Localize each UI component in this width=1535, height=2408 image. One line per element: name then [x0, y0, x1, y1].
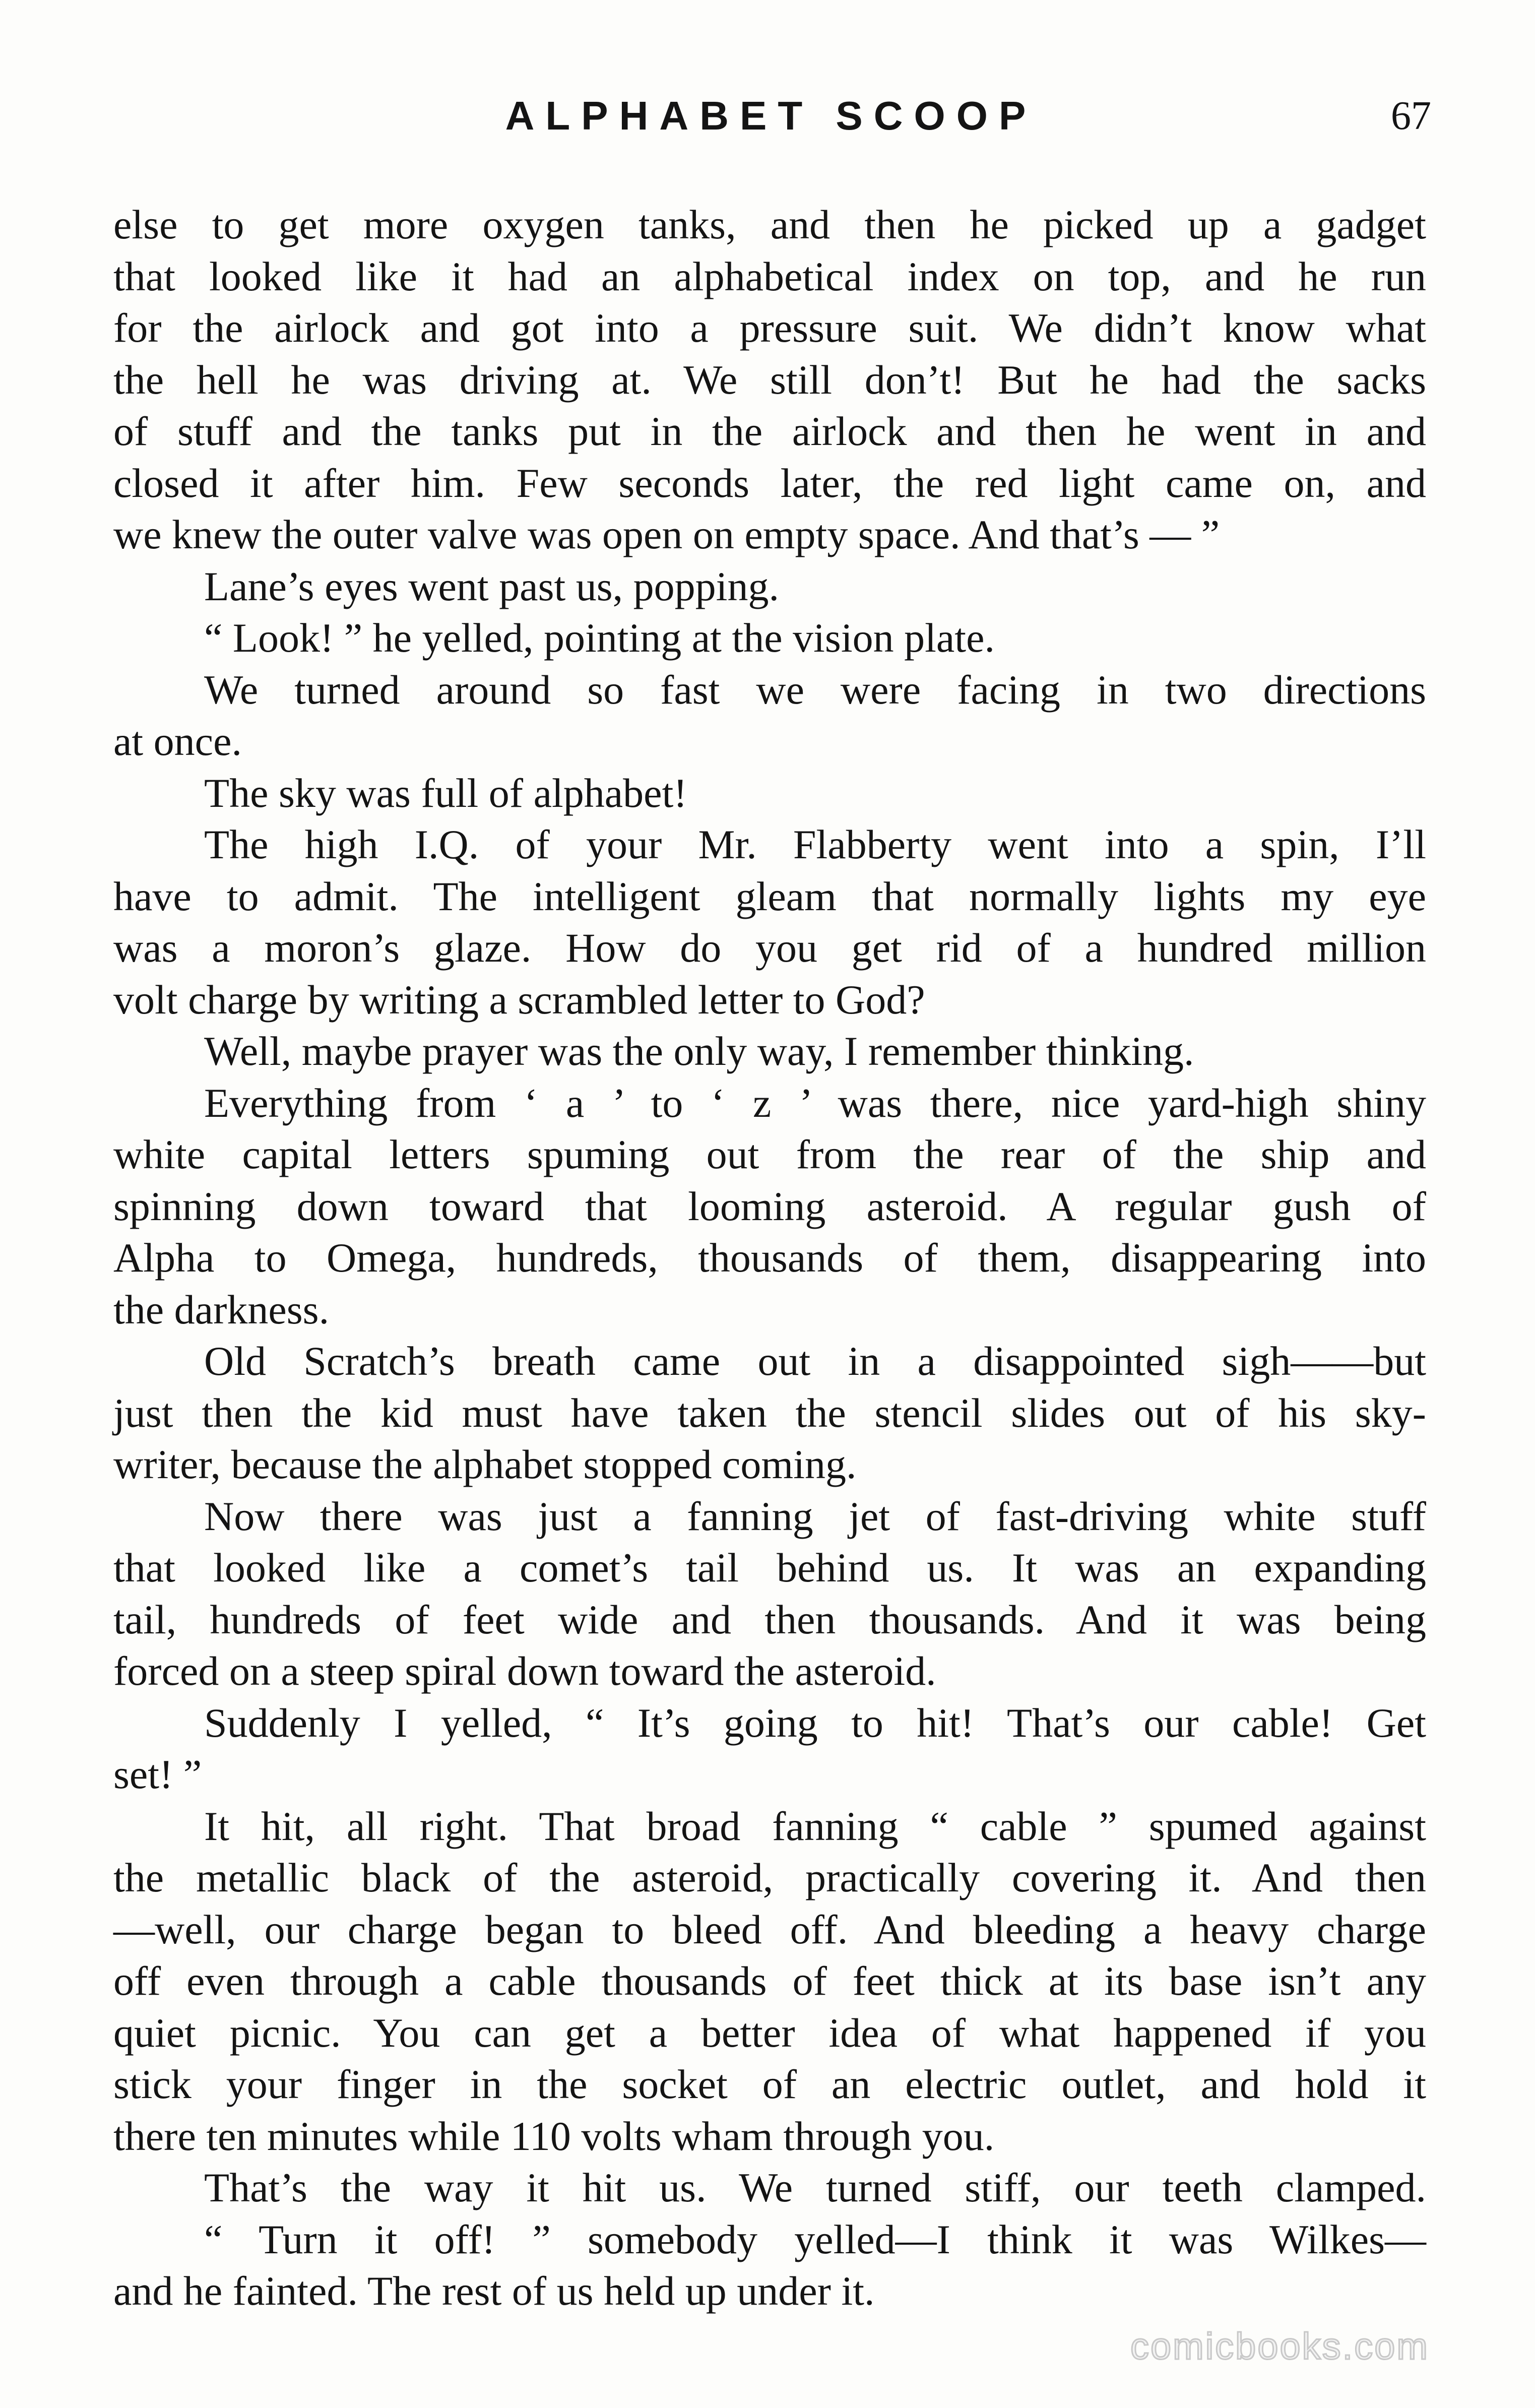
text-line: The high I.Q. of your Mr. Flabberty went into a spin, I’ll [204, 821, 1426, 867]
text-line: Lane’s eyes went past us, popping. [204, 563, 779, 609]
text-line: “ Look! ” he yelled, pointing at the vision plate. [204, 615, 995, 661]
text-line: that looked like it had an alphabetical index on top, and he run [113, 253, 1426, 299]
text-line: Suddenly I yelled, “ It’s going to hit! That’s our cable! Get [204, 1699, 1426, 1746]
text-line: The sky was full of alphabet! [204, 770, 687, 816]
text-line: Old Scratch’s breath came out in a disappointed sigh——but [204, 1338, 1426, 1384]
body-text [113, 199, 1426, 2317]
watermark: comicbooks.com [1130, 2325, 1429, 2367]
text-line: Everything from ‘ a ’ to ‘ z ’ was there, nice yard-high shiny [204, 1080, 1426, 1126]
text-line: the hell he was driving at. We still don’t! But he had the sacks [113, 356, 1426, 403]
text-line: Well, maybe prayer was the only way, I remember thinking. [204, 1028, 1194, 1074]
text-line: stick your finger in the socket of an electric outlet, and hold it [113, 2061, 1426, 2107]
text-line: just then the kid must have taken the stencil slides out of his sky- [113, 1389, 1426, 1436]
running-title: ALPHABET SCOOP [505, 93, 1037, 138]
text-line: for the airlock and got into a pressure suit. We didn’t know what [113, 305, 1426, 351]
text-line: we knew the outer valve was open on empty space. And that’s — ” [113, 512, 1220, 557]
text-line: Now there was just a fanning jet of fast-driving white stuff [204, 1493, 1426, 1539]
text-line: there ten minutes while 110 volts wham through you. [113, 2113, 995, 2159]
text-line: quiet picnic. You can get a better idea of what happened if you [113, 2009, 1426, 2056]
text-line: tail, hundreds of feet wide and then thousands. And it was being [113, 1596, 1426, 1642]
text-line: set! ” [113, 1751, 202, 1797]
text-line: have to admit. The intelligent gleam that normally lights my eye [113, 873, 1426, 919]
text-line: at once. [113, 718, 242, 764]
text-line: We turned around so fast we were facing in two directions [204, 666, 1426, 713]
text-line: of stuff and the tanks put in the airlock and then he went in and [113, 408, 1426, 454]
text-line: white capital letters spuming out from the rear of the ship and [113, 1131, 1426, 1177]
text-line: volt charge by writing a scrambled letter to God? [113, 976, 925, 1023]
running-head [111, 83, 1431, 149]
text-line: writer, because the alphabet stopped coming. [113, 1441, 857, 1487]
text-line: “ Turn it off! ” somebody yelled—I think it was Wilkes— [204, 2216, 1426, 2262]
text-line: the darkness. [113, 1286, 330, 1333]
text-line: off even through a cable thousands of feet thick at its base isn’t any [113, 1958, 1426, 2004]
text-line: the metallic black of the asteroid, practically covering it. And then [113, 1855, 1426, 1900]
text-line: spinning down toward that looming asteroid. A regular gush of [113, 1183, 1426, 1229]
page-number: 67 [1391, 94, 1431, 138]
text-line: closed it after him. Few seconds later, the red light came on, and [113, 460, 1426, 506]
text-line: That’s the way it hit us. We turned stiff, our teeth clamped. [204, 2165, 1426, 2210]
text-line: was a moron’s glaze. How do you get rid of a hundred million [113, 925, 1426, 971]
text-line: that looked like a comet’s tail behind us. It was an expanding [113, 1545, 1426, 1591]
text-line: Alpha to Omega, hundreds, thousands of them, disappearing into [113, 1235, 1426, 1281]
text-line: else to get more oxygen tanks, and then he picked up a gadget [113, 202, 1426, 247]
text-line: and he fainted. The rest of us held up under it. [113, 2268, 875, 2314]
text-line: —well, our charge began to bleed off. And bleeding a heavy charge [113, 1906, 1426, 1952]
text-line: forced on a steep spiral down toward the asteroid. [113, 1648, 936, 1694]
text-line: It hit, all right. That broad fanning “ cable ” spumed against [204, 1803, 1426, 1849]
